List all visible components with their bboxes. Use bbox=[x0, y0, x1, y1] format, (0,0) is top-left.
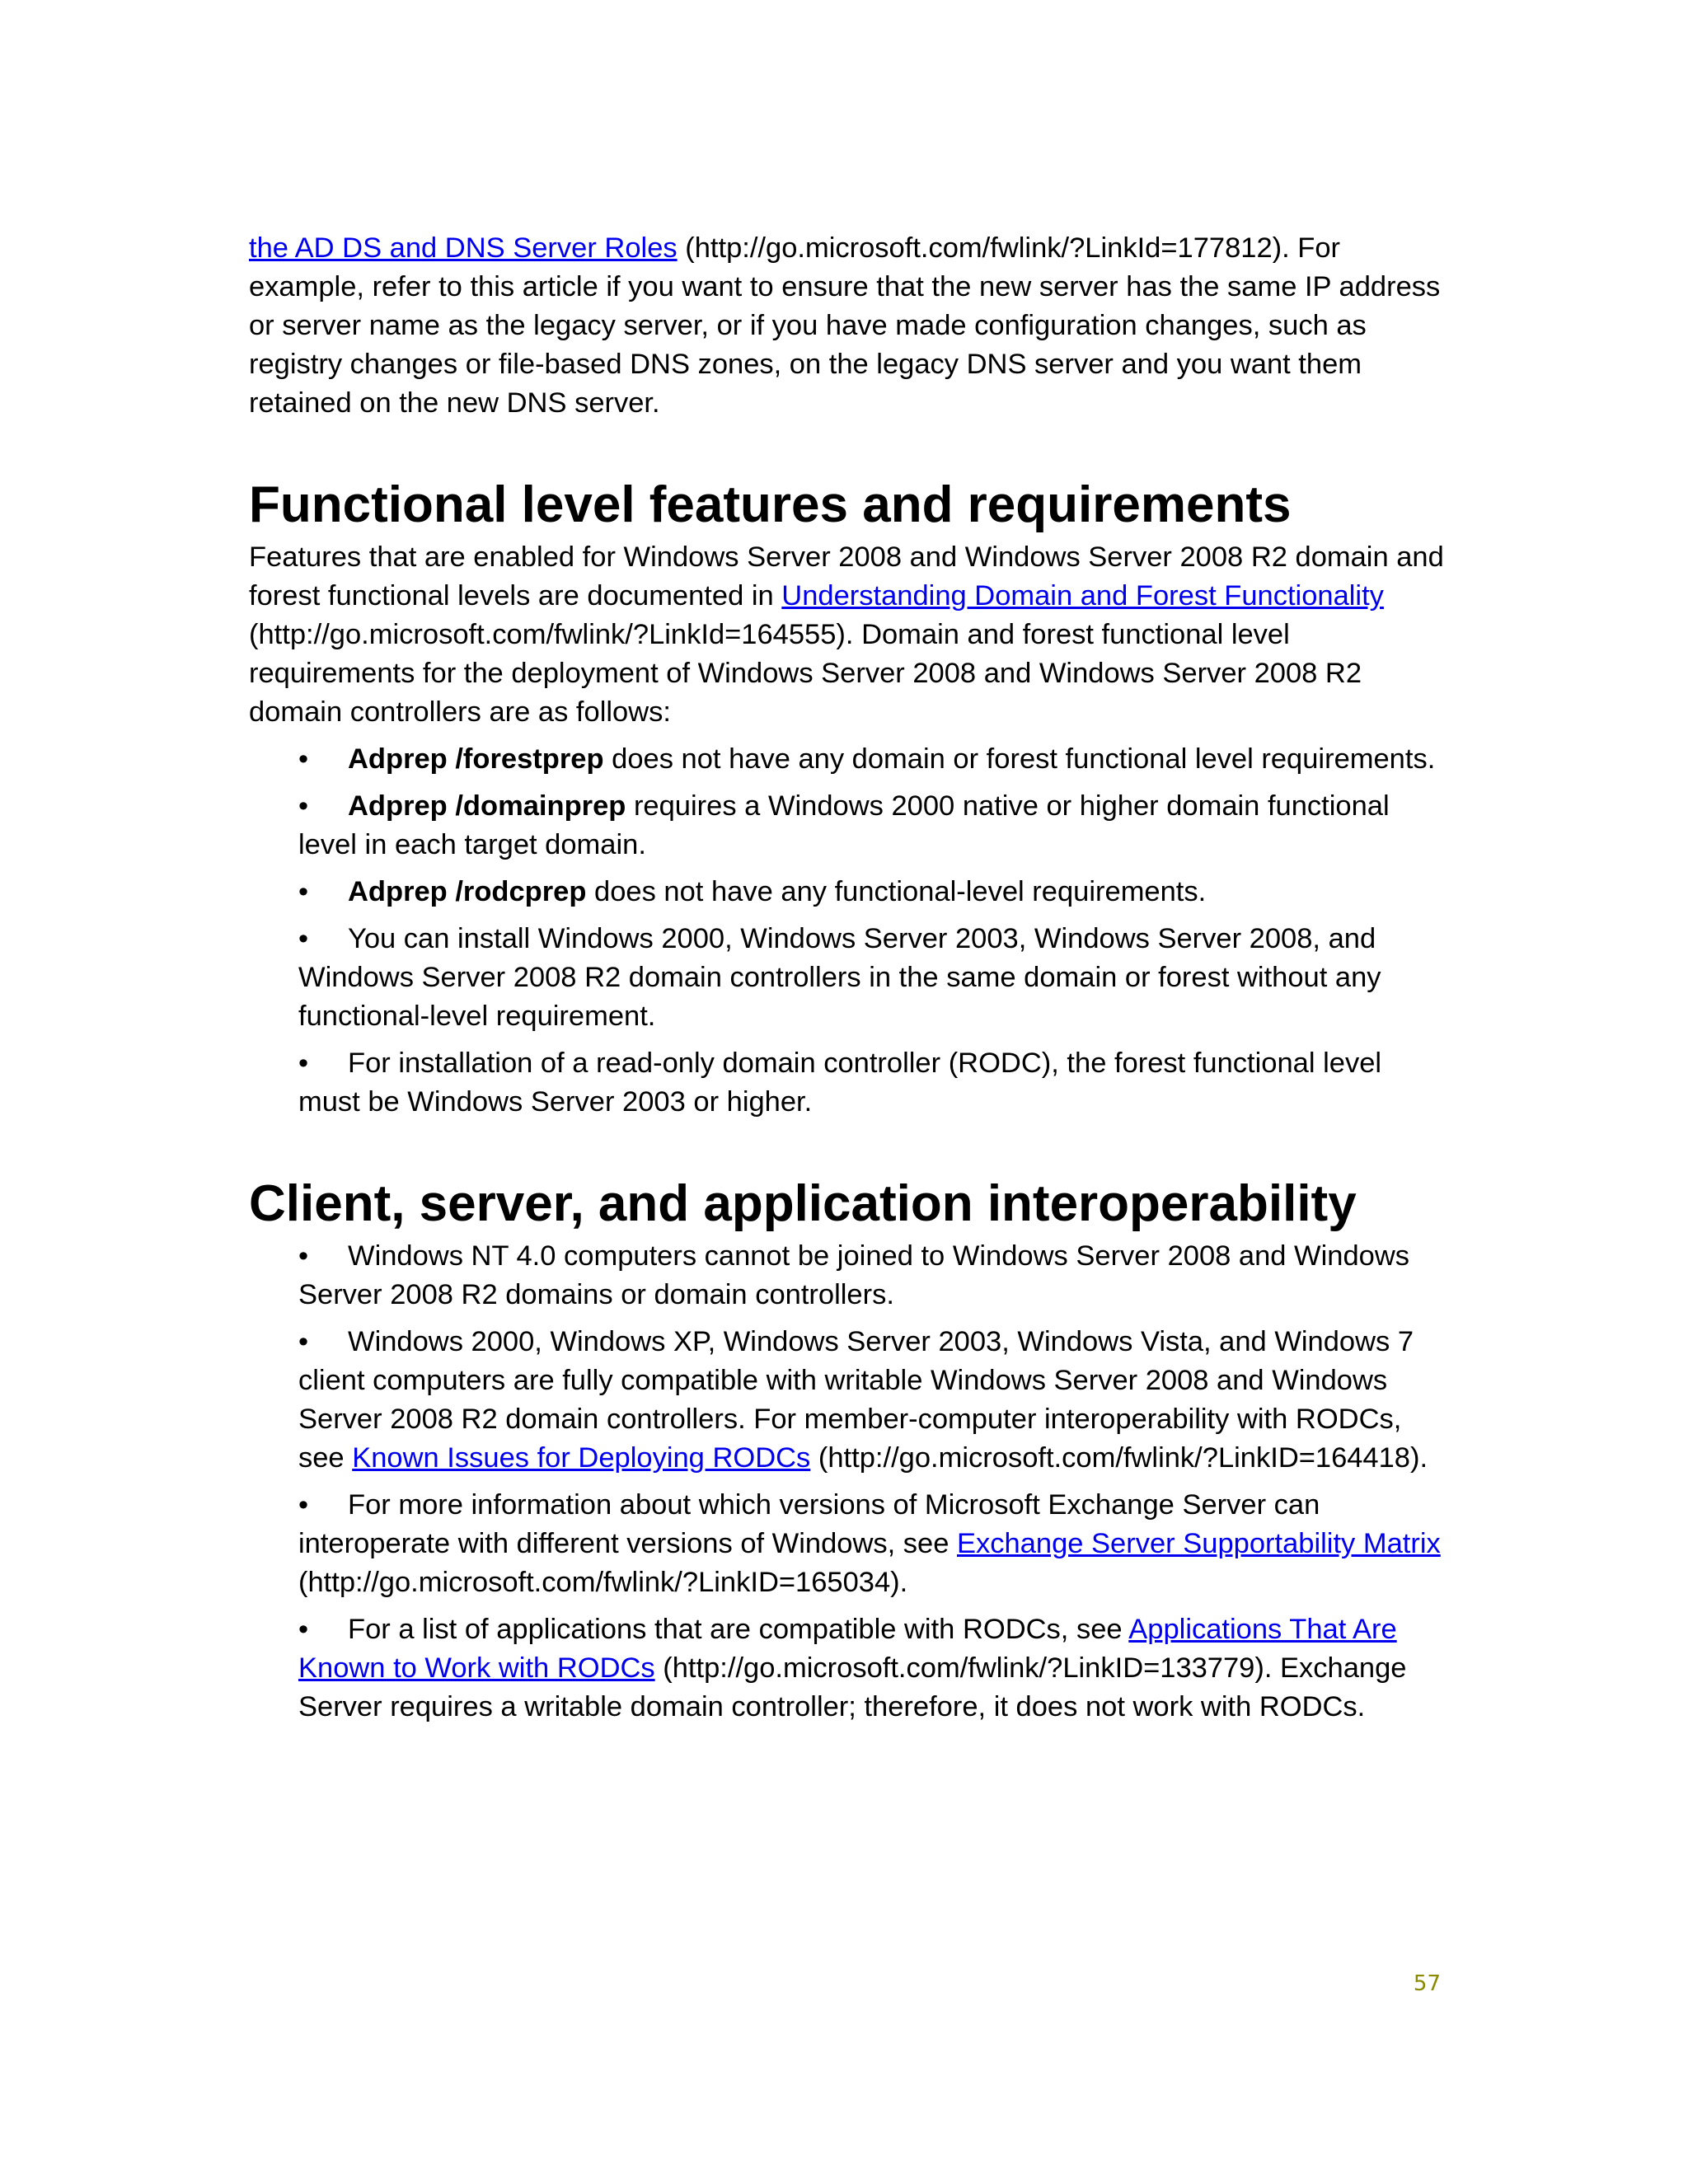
functional-level-heading: Functional level features and requirements bbox=[249, 476, 1292, 533]
bullet-glyph: • bbox=[298, 1240, 309, 1272]
bullet-glyph: • bbox=[298, 1489, 309, 1521]
list-item-text: For more information about which versions of Microsoft Exchange Server can interoperate with different versions of Windows, see bbox=[298, 1489, 1320, 1559]
bullet-glyph: • bbox=[298, 1326, 309, 1357]
list-item-text: For installation of a read-only domain controller (RODC), the forest functional level must be Windows Server 2003 or higher. bbox=[298, 1047, 1382, 1118]
list-item-text: (http://go.microsoft.com/fwlink/?LinkID=164418). bbox=[810, 1442, 1428, 1474]
bullet-glyph: • bbox=[298, 876, 309, 907]
intro-paragraph bbox=[249, 229, 1449, 423]
bullet-glyph: • bbox=[298, 923, 309, 954]
list-item-text: For a list of applications that are compatible with RODCs, see bbox=[348, 1614, 1129, 1645]
list-item bbox=[298, 873, 1449, 912]
list-item-text: does not have any domain or forest functional level requirements. bbox=[603, 743, 1436, 775]
page-number: 57 bbox=[1413, 1971, 1441, 1996]
applications-rodcs-link[interactable]: Applications That Are Known to Work with RODCs bbox=[298, 1614, 1397, 1684]
functional-level-list bbox=[298, 740, 1449, 1122]
bullet-glyph: • bbox=[298, 1047, 309, 1079]
document-page bbox=[249, 229, 1449, 1735]
command-name: Adprep /forestprep bbox=[348, 743, 604, 775]
list-item-text: (http://go.microsoft.com/fwlink/?LinkID=165034). bbox=[298, 1567, 908, 1598]
list-item-text: You can install Windows 2000, Windows Server 2003, Windows Server 2008, and Windows Server 2008 R2 domain controllers in the same domain or forest without any functional-level requirement. bbox=[298, 923, 1381, 1032]
bullet-glyph: • bbox=[298, 1614, 309, 1645]
exchange-supportability-matrix-link[interactable]: Exchange Server Supportability Matrix bbox=[957, 1528, 1441, 1559]
list-item bbox=[298, 1610, 1449, 1727]
list-item bbox=[298, 787, 1449, 865]
interoperability-list bbox=[298, 1237, 1449, 1727]
list-item-text: Windows NT 4.0 computers cannot be joined to Windows Server 2008 and Windows Server 2008 R2 domains or domain controllers. bbox=[298, 1240, 1410, 1310]
domain-forest-functionality-link[interactable]: Understanding Domain and Forest Functionality bbox=[781, 580, 1384, 612]
intro-text: (http://go.microsoft.com/fwlink/?LinkId=177812). For example, refer to this article if you want to ensure that the new server has the same IP address or server name as the legacy server, or if you have made configuration changes, such as registry changes or file-based DNS zones, on the legacy DNS server and you want them retained on the new DNS server. bbox=[249, 232, 1441, 419]
list-item bbox=[298, 1237, 1449, 1315]
bullet-glyph: • bbox=[298, 743, 309, 775]
list-item-text: Windows 2000, Windows XP, Windows Server 2003, Windows Vista, and Windows 7 client computers are fully compatible with writable Windows Server 2008 and Windows Server 2008 R2 domain controllers. For member-computer interoperability with RODCs, see bbox=[298, 1326, 1414, 1474]
ad-ds-dns-roles-link[interactable]: the AD DS and DNS Server Roles bbox=[249, 232, 678, 264]
list-item bbox=[298, 1044, 1449, 1122]
command-name: Adprep /rodcprep bbox=[348, 876, 587, 907]
list-item-text: (http://go.microsoft.com/fwlink/?LinkID=133779). Exchange Server requires a writable domain controller; therefore, it does not work with RODCs. bbox=[298, 1652, 1407, 1722]
list-item bbox=[298, 1323, 1449, 1478]
functional-level-paragraph bbox=[249, 538, 1449, 732]
list-item bbox=[298, 920, 1449, 1036]
list-item bbox=[298, 740, 1449, 779]
list-item bbox=[298, 1486, 1449, 1602]
command-name: Adprep /domainprep bbox=[348, 790, 626, 822]
bullet-glyph: • bbox=[298, 790, 309, 822]
list-item-text: requires a Windows 2000 native or higher domain functional level in each target domain. bbox=[298, 790, 1390, 860]
known-issues-rodcs-link[interactable]: Known Issues for Deploying RODCs bbox=[352, 1442, 811, 1474]
interoperability-heading: Client, server, and application interoperability bbox=[249, 1175, 1357, 1232]
functional-level-text-after: (http://go.microsoft.com/fwlink/?LinkId=164555). Domain and forest functional level requirements for the deployment of Windows Server 2008 and Windows Server 2008 R2 domain controllers are as follows: bbox=[249, 619, 1362, 728]
list-item-text: does not have any functional-level requirements. bbox=[586, 876, 1207, 907]
functional-level-text-before: Features that are enabled for Windows Server 2008 and Windows Server 2008 R2 domain and forest functional levels are documented in bbox=[249, 541, 1444, 612]
